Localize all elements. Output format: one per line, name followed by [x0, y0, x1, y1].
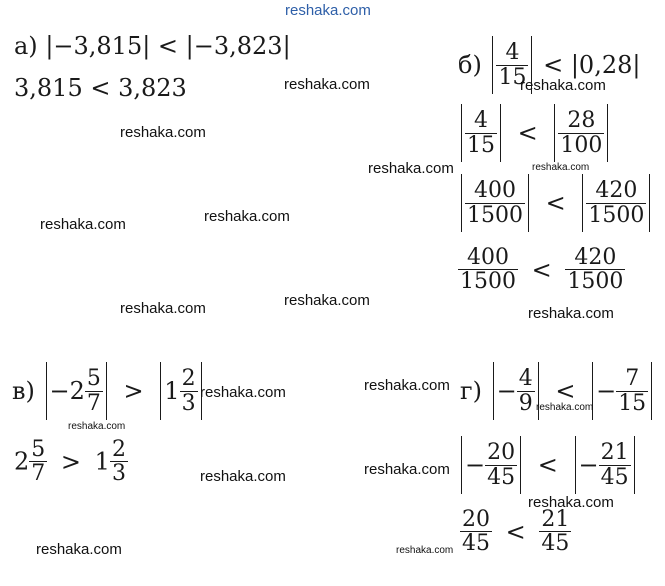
part-v-label: в) — [12, 377, 35, 405]
part-a-line2: 3,815 < 3,823 — [14, 74, 187, 102]
less-than-sign: < — [531, 255, 552, 284]
fraction: $\frac{5}{7}$ — [86, 366, 101, 416]
mixed-whole: 2 — [14, 447, 30, 476]
watermark: reshaka.com — [200, 468, 286, 485]
fraction: $\frac{420}{1500}$ — [588, 178, 645, 228]
fraction: $\frac{4}{9}$ — [518, 366, 533, 416]
minus-sign: − — [465, 451, 486, 479]
abs-bar — [634, 436, 635, 494]
fraction: $\frac{4}{15}$ — [498, 40, 527, 90]
fraction: $\frac{2}{3}$ — [181, 366, 196, 416]
abs-bar — [651, 362, 652, 420]
abs-bar — [493, 362, 494, 420]
fraction: $\frac{2}{3}$ — [111, 437, 126, 487]
mixed-whole: 1 — [94, 447, 110, 476]
watermark: reshaka.com — [204, 208, 290, 225]
part-g-line2 — [458, 436, 638, 494]
abs-bar — [461, 436, 462, 494]
fraction: $\frac{28}{100}$ — [560, 108, 603, 158]
part-b-line4 — [458, 246, 625, 293]
greater-than-sign: > — [60, 447, 82, 476]
part-v-line2 — [14, 438, 128, 485]
fraction: $\frac{7}{15}$ — [618, 366, 647, 416]
fraction: $\frac{21}{45}$ — [541, 507, 570, 557]
fraction: $\frac{20}{45}$ — [462, 507, 490, 557]
fraction: $\frac{420}{1500}$ — [567, 245, 624, 295]
watermark: reshaka.com — [120, 300, 206, 317]
abs-bar — [649, 174, 650, 232]
part-g-label: г) — [460, 377, 482, 405]
watermark: reshaka.com — [368, 160, 454, 177]
less-than-sign: < — [517, 119, 538, 147]
watermark: reshaka.com — [40, 216, 126, 233]
fraction: $\frac{4}{15}$ — [467, 108, 495, 158]
part-b-rhs: < |0,28| — [543, 51, 641, 79]
less-than-sign: < — [505, 517, 526, 546]
minus-sign: − — [578, 451, 599, 479]
part-a-label: а) — [14, 32, 38, 60]
greater-than-sign: > — [123, 377, 144, 405]
abs-bar — [160, 362, 161, 420]
watermark: reshaka.com — [528, 305, 614, 322]
abs-bar — [528, 174, 529, 232]
fraction: $\frac{20}{45}$ — [487, 440, 516, 490]
abs-bar — [106, 362, 107, 420]
minus-sign: − — [496, 377, 517, 405]
abs-bar — [46, 362, 47, 420]
part-b-line2 — [458, 104, 611, 162]
part-b-line3 — [458, 174, 653, 232]
mixed-whole: 1 — [164, 377, 180, 405]
watermark: reshaka.com — [536, 402, 594, 413]
watermark: reshaka.com — [68, 421, 126, 432]
less-than-sign: < — [555, 377, 576, 405]
fraction: $\frac{5}{7}$ — [31, 437, 46, 487]
part-b-label: б) — [458, 51, 482, 79]
part-g-line3 — [460, 508, 571, 555]
minus-sign: − — [596, 377, 617, 405]
abs-bar — [492, 36, 493, 94]
watermark: reshaka.com — [528, 494, 614, 511]
abs-bar — [607, 104, 608, 162]
watermark: reshaka.com — [520, 77, 606, 94]
fraction: $\frac{400}{1500}$ — [460, 245, 516, 295]
watermark: reshaka.com — [36, 541, 122, 558]
abs-bar — [554, 104, 555, 162]
watermark: reshaka.com — [396, 545, 454, 556]
watermark: reshaka.com — [284, 292, 370, 309]
watermark: reshaka.com — [364, 461, 450, 478]
fraction: $\frac{400}{1500}$ — [467, 178, 523, 228]
watermark: reshaka.com — [200, 384, 286, 401]
fraction: $\frac{21}{45}$ — [600, 440, 629, 490]
less-than-sign: < — [545, 189, 566, 217]
abs-bar — [500, 104, 501, 162]
abs-bar — [575, 436, 576, 494]
abs-bar — [582, 174, 583, 232]
abs-bar — [520, 436, 521, 494]
watermark: reshaka.com — [532, 162, 590, 173]
part-a-inequality: |−3,815| < |−3,823| — [45, 32, 291, 60]
watermark: reshaka.com — [364, 377, 450, 394]
top-watermark[interactable]: reshaka.com — [285, 2, 371, 19]
watermark: reshaka.com — [284, 76, 370, 93]
part-a-line1 — [14, 34, 291, 58]
abs-bar — [461, 104, 462, 162]
less-than-sign: < — [537, 451, 558, 479]
watermark: reshaka.com — [120, 124, 206, 141]
mixed-whole: −2 — [49, 377, 85, 405]
part-v-line1 — [12, 362, 205, 420]
abs-bar — [461, 174, 462, 232]
